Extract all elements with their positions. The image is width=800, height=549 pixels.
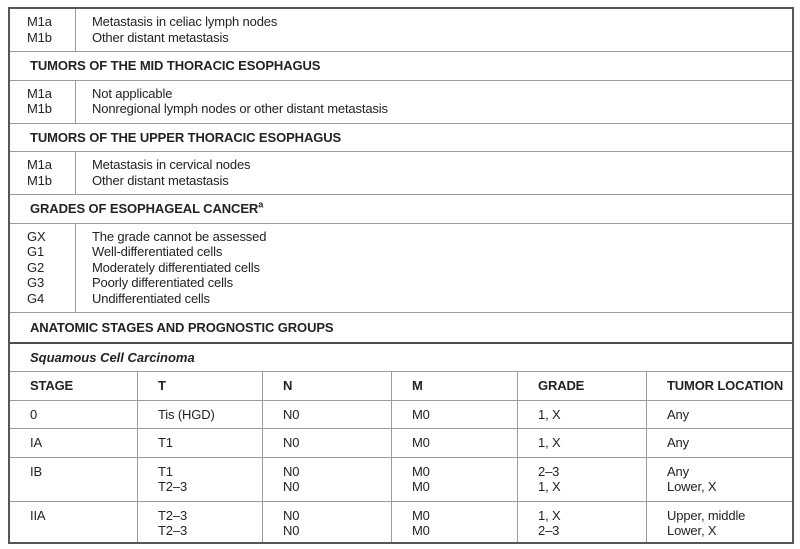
staging-row-ib bbox=[10, 458, 792, 502]
m-cell bbox=[392, 502, 518, 545]
section-header-mid-thoracic: TUMORS OF THE MID THORACIC ESOPHAGUS bbox=[10, 52, 792, 81]
desc-m1a: Metastasis in cervical nodes bbox=[92, 157, 251, 172]
desc-g4: Undifferentiated cells bbox=[92, 290, 210, 306]
location-value: Lower, X bbox=[667, 479, 717, 494]
m-value: M0 bbox=[412, 507, 430, 523]
location-value: Any bbox=[667, 463, 689, 479]
m-value: M0 bbox=[412, 479, 430, 494]
location-value: Upper, middle bbox=[667, 507, 746, 523]
m-cell bbox=[392, 458, 518, 501]
staging-row-iia bbox=[10, 502, 792, 545]
t-value: T2–3 bbox=[158, 479, 188, 494]
grade-cell: 1, X bbox=[518, 401, 647, 429]
code-m1b: M1b bbox=[27, 101, 52, 116]
n-cell: N0 bbox=[263, 401, 392, 429]
staging-row-0 bbox=[10, 401, 792, 430]
staging-header-row bbox=[10, 372, 792, 401]
desc-m1b: Other distant metastasis bbox=[92, 29, 229, 45]
section-header-grades bbox=[10, 195, 792, 224]
location-cell bbox=[647, 458, 792, 501]
t-cell: Tis (HGD) bbox=[138, 401, 263, 429]
code-g4: G4 bbox=[27, 290, 45, 306]
column-header-stage: STAGE bbox=[10, 372, 138, 400]
grade-value: 2–3 bbox=[538, 463, 560, 479]
n-value: N0 bbox=[283, 479, 300, 494]
grade-value: 1, X bbox=[538, 479, 561, 494]
desc-g2: Moderately differentiated cells bbox=[92, 259, 260, 275]
column-header-m: M bbox=[392, 372, 518, 400]
desc-gx: The grade cannot be assessed bbox=[92, 228, 267, 244]
code-g1: G1 bbox=[27, 244, 45, 259]
desc-m1a: Metastasis in celiac lymph nodes bbox=[92, 14, 278, 29]
grade-value: 1, X bbox=[538, 507, 561, 523]
column-header-tumor-location: TUMOR LOCATION bbox=[667, 378, 784, 393]
code-m1a: M1a bbox=[27, 14, 52, 29]
t-value: T2–3 bbox=[158, 507, 188, 523]
column-header-t: T bbox=[138, 372, 263, 400]
desc-m1b: Nonregional lymph nodes or other distant metastasis bbox=[92, 101, 388, 116]
desc-m1a: Not applicable bbox=[92, 85, 173, 101]
desc-g3: Poorly differentiated cells bbox=[92, 275, 233, 290]
description-column bbox=[76, 9, 792, 51]
description-column bbox=[76, 152, 792, 194]
column-header-n: N bbox=[263, 372, 392, 400]
m-cell: M0 bbox=[392, 401, 518, 429]
stage-cell: IA bbox=[10, 429, 138, 457]
n-value: N0 bbox=[283, 463, 300, 479]
grade-cell: 1, X bbox=[518, 429, 647, 457]
grade-value: 2–3 bbox=[538, 523, 560, 538]
code-column bbox=[10, 152, 76, 194]
grade-cell bbox=[518, 502, 647, 545]
code-m1b: M1b bbox=[27, 172, 52, 188]
code-column bbox=[10, 81, 76, 123]
code-g3: G3 bbox=[27, 275, 45, 290]
code-column bbox=[10, 9, 76, 51]
staging-row-ia bbox=[10, 429, 792, 458]
tnm-definition-rows-mid bbox=[10, 81, 792, 124]
desc-g1: Well-differentiated cells bbox=[92, 244, 223, 259]
m-value: M0 bbox=[412, 463, 430, 479]
m-cell: M0 bbox=[392, 429, 518, 457]
stage-cell: IB bbox=[10, 458, 138, 501]
t-cell bbox=[138, 502, 263, 545]
t-value: T1 bbox=[158, 463, 173, 479]
section-header-upper-thoracic: TUMORS OF THE UPPER THORACIC ESOPHAGUS bbox=[10, 124, 792, 153]
stage-cell: 0 bbox=[10, 401, 138, 429]
code-column bbox=[10, 224, 76, 313]
description-column bbox=[76, 224, 792, 313]
t-value: T2–3 bbox=[158, 523, 188, 538]
stage-cell: IIA bbox=[10, 502, 138, 545]
n-value: N0 bbox=[283, 523, 300, 538]
desc-m1b: Other distant metastasis bbox=[92, 172, 229, 188]
location-cell: Any bbox=[667, 435, 689, 450]
t-cell bbox=[138, 458, 263, 501]
tnm-definition-rows-distal bbox=[10, 9, 792, 52]
location-cell bbox=[647, 502, 792, 545]
location-cell: Any bbox=[667, 406, 689, 422]
n-cell bbox=[263, 502, 392, 545]
n-cell: N0 bbox=[263, 429, 392, 457]
code-m1b: M1b bbox=[27, 29, 52, 45]
description-column bbox=[76, 81, 792, 123]
m-value: M0 bbox=[412, 523, 430, 538]
grades-header-text: GRADES OF ESOPHAGEAL CANCER bbox=[30, 201, 259, 216]
location-value: Lower, X bbox=[667, 523, 717, 538]
grade-definition-rows bbox=[10, 224, 792, 314]
t-cell: T1 bbox=[138, 429, 263, 457]
esophageal-staging-table bbox=[8, 7, 794, 544]
grade-cell bbox=[518, 458, 647, 501]
column-header-grade: GRADE bbox=[518, 372, 647, 400]
code-gx: GX bbox=[27, 228, 46, 244]
n-value: N0 bbox=[283, 507, 300, 523]
subsection-header-squamous: Squamous Cell Carcinoma bbox=[10, 344, 792, 373]
n-cell bbox=[263, 458, 392, 501]
section-header-anatomic-stages: ANATOMIC STAGES AND PROGNOSTIC GROUPS bbox=[10, 313, 792, 344]
tnm-definition-rows-upper bbox=[10, 152, 792, 195]
footnote-marker: a bbox=[258, 199, 264, 210]
code-m1a: M1a bbox=[27, 85, 52, 101]
code-g2: G2 bbox=[27, 259, 45, 275]
code-m1a: M1a bbox=[27, 157, 52, 172]
